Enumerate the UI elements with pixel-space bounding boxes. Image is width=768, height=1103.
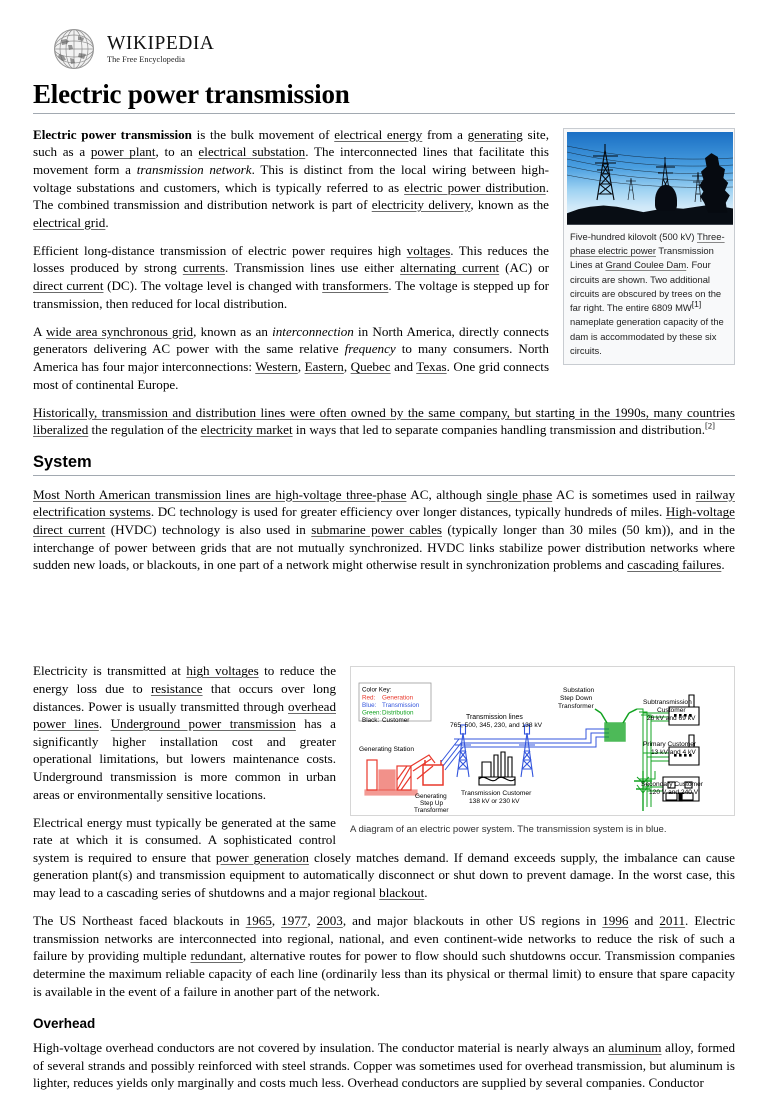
label-substation-1: Substation xyxy=(563,687,595,695)
link-three-phase[interactable]: three-phase xyxy=(346,486,407,502)
link-generating[interactable]: generating xyxy=(467,126,523,142)
svg-text:Generation: Generation xyxy=(382,694,414,702)
link-blackout-2003[interactable]: 2003 xyxy=(316,913,343,929)
p3-text-a: A xyxy=(33,323,46,339)
link-voltages[interactable]: voltages xyxy=(406,242,451,258)
ovh-text-b: alloy, formed of several strands and possibly reinforced with steel strands. Copper was sometimes used for overhead transmission, but aluminum is lighter, reduces yields only marginally and costs much less. Overhead conductors are supplied by several companies. Conductor xyxy=(33,1040,736,1091)
caption-link-grand-coulee-dam[interactable]: Grand Coulee Dam xyxy=(605,259,687,271)
link-aluminum[interactable]: aluminum xyxy=(608,1040,662,1056)
link-electricity-delivery[interactable]: electricity delivery xyxy=(371,197,471,213)
p4-text-c: in ways that led to separate companies handling transmission and distribution. xyxy=(292,422,705,438)
transmission-towers-photo xyxy=(567,132,733,225)
link-railway-electrification[interactable]: railway electrification systems xyxy=(33,486,735,520)
diagram-legend xyxy=(359,683,431,724)
article-content xyxy=(33,26,735,1103)
link-blackout-1977[interactable]: 1977 xyxy=(281,913,308,929)
link-eastern[interactable]: Eastern xyxy=(304,359,344,374)
link-alternating-current[interactable]: alternating current xyxy=(400,260,500,276)
p2-text-d: (AC) or xyxy=(499,260,549,276)
link-underground-power-transmission[interactable]: Underground power transmission xyxy=(110,716,296,732)
link-quebec[interactable]: Quebec xyxy=(350,359,391,374)
sys-p4-text-f: . Electric transmission networks are interconnected into regional, national, and even continent-wide networks to reduce the risk of such a failure by providing multiple xyxy=(33,913,736,964)
label-subtransmission-1: Subtransmission xyxy=(643,699,692,707)
link-wide-area-synchronous-grid[interactable]: wide area synchronous grid xyxy=(45,323,194,339)
link-western[interactable]: Western xyxy=(255,359,298,374)
infobox-caption xyxy=(567,225,731,362)
p4-text-b: the regulation of the xyxy=(88,422,201,438)
sys-p2-text-b: to reduce the energy loss due to xyxy=(33,663,337,696)
overhead-paragraph-1 xyxy=(33,1039,735,1092)
p3-text-c: in North America, directly connects generators delivering AC power with the same relative xyxy=(33,323,550,357)
link-resistance[interactable]: resistance xyxy=(150,680,203,696)
sys-p4-text-a: The US Northeast faced blackouts in xyxy=(33,913,246,929)
label-transmission-lines-1: Transmission lines xyxy=(466,714,523,722)
p3-text-d: to many consumers. North America has four major interconnections: xyxy=(33,341,549,374)
p3-italic-frequency: frequency xyxy=(344,341,396,357)
svg-text:Distribution: Distribution xyxy=(382,709,414,717)
label-substation-2: Step Down xyxy=(560,695,593,703)
sys-p1-text-a: Most North American transmission lines are high-voltage xyxy=(33,486,347,502)
link-submarine-power-cables[interactable]: submarine power cables xyxy=(311,521,442,537)
label-substation-3: Transformer xyxy=(558,703,594,711)
caption-link-three-phase[interactable]: Three-phase electric power xyxy=(570,230,725,256)
lead-text-d: site, such as a xyxy=(33,126,549,160)
wikipedia-globe-icon xyxy=(53,28,95,70)
infobox-image-block xyxy=(563,128,735,366)
caption-reference-1[interactable]: [1] xyxy=(691,299,702,310)
link-blackout-1996[interactable]: 1996 xyxy=(602,913,629,929)
svg-text:Color Key:: Color Key: xyxy=(362,686,392,694)
caption-text-c: . Four circuits are shown. Two additional circuits are obscured by trees on the far right. The entire 6809 MW xyxy=(570,259,722,314)
p3-text-b: , known as an xyxy=(193,323,273,339)
sys-p1-text-d: . DC technology is used for greater efficiency over longer distances, typically hundreds of miles. xyxy=(150,504,666,520)
link-direct-current[interactable]: direct current xyxy=(33,278,104,294)
sys-p4-text-g: , alternative routes for power to flow should such shutdowns occur. Transmission companies determine the maximum reliable capacity of each line (ordinarily less than its physical or thermal limit) to ensure that spare capacity is available in the event of a failure in another part of the network. xyxy=(33,948,735,999)
link-power-plant[interactable]: power plant xyxy=(90,144,156,160)
sys-p2-text-e: has a significantly higher installation cost and greater operational limitations, but lowers maintenance costs. Underground transmission is more common in urban areas or environmentally sensitive locations. xyxy=(33,716,336,802)
sys-p2-text-a: Electricity is transmitted at xyxy=(33,663,187,679)
link-blackout-1965[interactable]: 1965 xyxy=(245,913,272,929)
lead-text-e: , to an xyxy=(155,144,199,160)
power-system-diagram xyxy=(350,666,735,816)
link-hvdc[interactable]: High-voltage direct current xyxy=(33,504,735,537)
link-power-generation[interactable]: power generation xyxy=(215,849,309,865)
p3-text-e: , xyxy=(297,359,305,374)
p2-text-b: . This reduces the losses produced by strong xyxy=(33,242,549,276)
link-texas[interactable]: Texas xyxy=(416,359,447,374)
sys-p2-text-d: . xyxy=(98,716,111,732)
link-high-voltages[interactable]: high voltages xyxy=(186,663,259,679)
link-electrical-energy[interactable]: electrical energy xyxy=(334,126,423,142)
link-electric-power-distribution[interactable]: electric power distribution xyxy=(404,179,546,195)
label-subtransmission-3: 26 kV and 69 kV xyxy=(647,715,696,723)
svg-text:Red:: Red: xyxy=(362,694,376,702)
svg-text:Customer: Customer xyxy=(382,717,410,725)
label-primary-1: Primary Customer xyxy=(643,741,697,749)
p3-text-h: . One grid connects most of continental Europe. xyxy=(33,359,550,392)
sys-p3-text-a: Electrical energy must typically be generated at the same rate at which it is consumed. A sophisticated control system is required to ensure that xyxy=(33,814,336,865)
p3-italic-interconnection: interconnection xyxy=(272,323,354,339)
p4-text-a: Historically, transmission and distribution lines were often owned by the same company, but starting in the 1990s, many countries xyxy=(33,404,735,420)
lead-paragraph-4 xyxy=(33,404,735,439)
link-single-phase[interactable]: single phase xyxy=(486,486,553,502)
lead-term: Electric power transmission xyxy=(33,126,192,142)
tree-silhouette-middle xyxy=(655,185,677,211)
label-primary-2: 13 kV and 4 kV xyxy=(651,749,696,757)
sys-p4-text-d: , and major blackouts in other US regions in xyxy=(342,913,603,929)
lead-italic-transmission-network: transmission network xyxy=(136,161,252,177)
sys-p1-text-e: (HVDC) technology is also used in xyxy=(105,521,312,537)
sys-p1-text-c: AC is sometimes used in xyxy=(552,486,696,502)
link-redundant[interactable]: redundant xyxy=(190,948,243,964)
caption-text-d: nameplate generation capacity of the dam is accommodated by these six circuits. xyxy=(570,316,724,357)
lead-text-i: , known as the xyxy=(470,197,549,213)
label-gen-stepup-1: Generating xyxy=(415,793,447,801)
label-generating-station: Generating Station xyxy=(359,746,414,754)
power-system-diagram-figure xyxy=(350,666,735,836)
ovh-text-a: High-voltage overhead conductors are not covered by insulation. The conductor material is nearly always an xyxy=(33,1040,609,1056)
label-gen-stepup-3: Transformer xyxy=(414,807,449,815)
link-blackout[interactable]: blackout xyxy=(379,885,425,901)
p2-text-c: . Transmission lines use either xyxy=(225,260,401,276)
p3-text-f: , xyxy=(343,359,351,374)
link-electrical-substation[interactable]: electrical substation xyxy=(198,144,306,160)
link-electricity-market[interactable]: electricity market xyxy=(200,422,293,438)
reference-2[interactable]: [2] xyxy=(705,420,715,431)
wordmark-text: WIKIPEDIA xyxy=(107,32,215,54)
lead-text-c: from a xyxy=(422,126,468,142)
wikipedia-wordmark xyxy=(107,34,214,65)
layout-spacer xyxy=(33,584,735,662)
sys-p3-text-c: . xyxy=(424,885,428,901)
link-blackout-2011[interactable]: 2011 xyxy=(659,913,686,929)
link-electrical-grid[interactable]: electrical grid xyxy=(33,214,106,230)
lead-text-j: . xyxy=(105,214,109,230)
caption-text-a: Five-hundred kilovolt (500 kV) xyxy=(570,230,697,242)
label-transmission-lines-2: 765, 500, 345, 230, and 138 kV xyxy=(450,722,543,730)
p2-text-f: . The voltage is stepped up for transmission, then reduced for local distribution. xyxy=(33,278,549,311)
lead-text-f: . The interconnected lines that facilitate this movement form a xyxy=(33,144,550,177)
section-divider-system xyxy=(33,475,735,476)
sys-p1-text-b: AC, although xyxy=(406,486,487,502)
sys-p2-text-c: that occurs over long distances. Power is usually transmitted through xyxy=(33,680,336,714)
svg-text:Blue:: Blue: xyxy=(362,702,377,710)
sys-p3-text-b: closely matches demand. If demand exceeds supply, the imbalance can cause generation plant(s) and transmission equipment to automatically disconnect or shut down to prevent damage. In the worst case, this may lead to a cascading series of shutdowns and a major regional xyxy=(33,849,735,901)
sys-p1-text-f: (typically longer than 30 miles (50 km)), and in the interchange of power between grids that are not mutually synchronized. HVDC links stabilize power distribution networks where sudden new loads, or blackouts, in one part of a network might otherwise result in synchronization problems and xyxy=(33,521,735,573)
p3-text-g: and xyxy=(390,359,417,374)
label-secondary-2: 120 V and 240 V xyxy=(649,789,699,797)
svg-text:Transmission: Transmission xyxy=(382,702,420,710)
section-heading-system: System xyxy=(33,452,92,471)
subsection-heading-overhead: Overhead xyxy=(33,1016,96,1032)
sys-p4-text-b: , xyxy=(271,913,282,929)
title-divider xyxy=(33,113,735,114)
page-title: Electric power transmission xyxy=(33,79,350,109)
p2-text-e: (DC). The voltage level is changed with xyxy=(103,278,323,294)
sys-p4-text-e: and xyxy=(628,913,660,929)
system-paragraph-4 xyxy=(33,912,735,1000)
svg-text:Black:: Black: xyxy=(362,717,380,725)
label-secondary-1: Secondary Customer xyxy=(641,781,703,789)
link-currents[interactable]: currents xyxy=(182,260,225,276)
diagram-caption: A diagram of an electric power system. The transmission system is in blue. xyxy=(350,824,667,836)
label-subtransmission-2: Customer xyxy=(657,707,686,715)
link-overhead-power-lines[interactable]: overhead power lines xyxy=(33,698,336,732)
label-transmission-customer-1: Transmission Customer xyxy=(461,790,532,798)
wordmark-tagline: The Free Encyclopedia xyxy=(107,55,186,65)
label-gen-stepup-2: Step Up xyxy=(420,800,444,808)
lead-text-h: . The combined transmission and distribution network is part of xyxy=(33,179,549,213)
sys-p4-text-c: , xyxy=(307,913,317,929)
lead-text-g: . This is distinct from the local wiring between high-voltage substations and customers, which is typically referred to as xyxy=(33,161,550,195)
link-cascading-failures[interactable]: cascading failures xyxy=(627,557,722,573)
lead-text-b: is the bulk movement of xyxy=(191,126,335,142)
link-transformers[interactable]: transformers xyxy=(322,278,389,294)
link-liberalized[interactable]: liberalized xyxy=(33,422,89,438)
caption-text-b: Transmission Lines at xyxy=(570,244,714,271)
label-transmission-customer-2: 138 kV or 230 kV xyxy=(469,798,520,806)
svg-text:Green:: Green: xyxy=(362,709,382,717)
system-paragraph-1 xyxy=(33,486,735,574)
sys-p1-text-g: . xyxy=(721,557,725,573)
p2-text-a: Efficient long-distance transmission of electric power requires high xyxy=(33,242,407,258)
wikipedia-masthead xyxy=(53,26,735,72)
